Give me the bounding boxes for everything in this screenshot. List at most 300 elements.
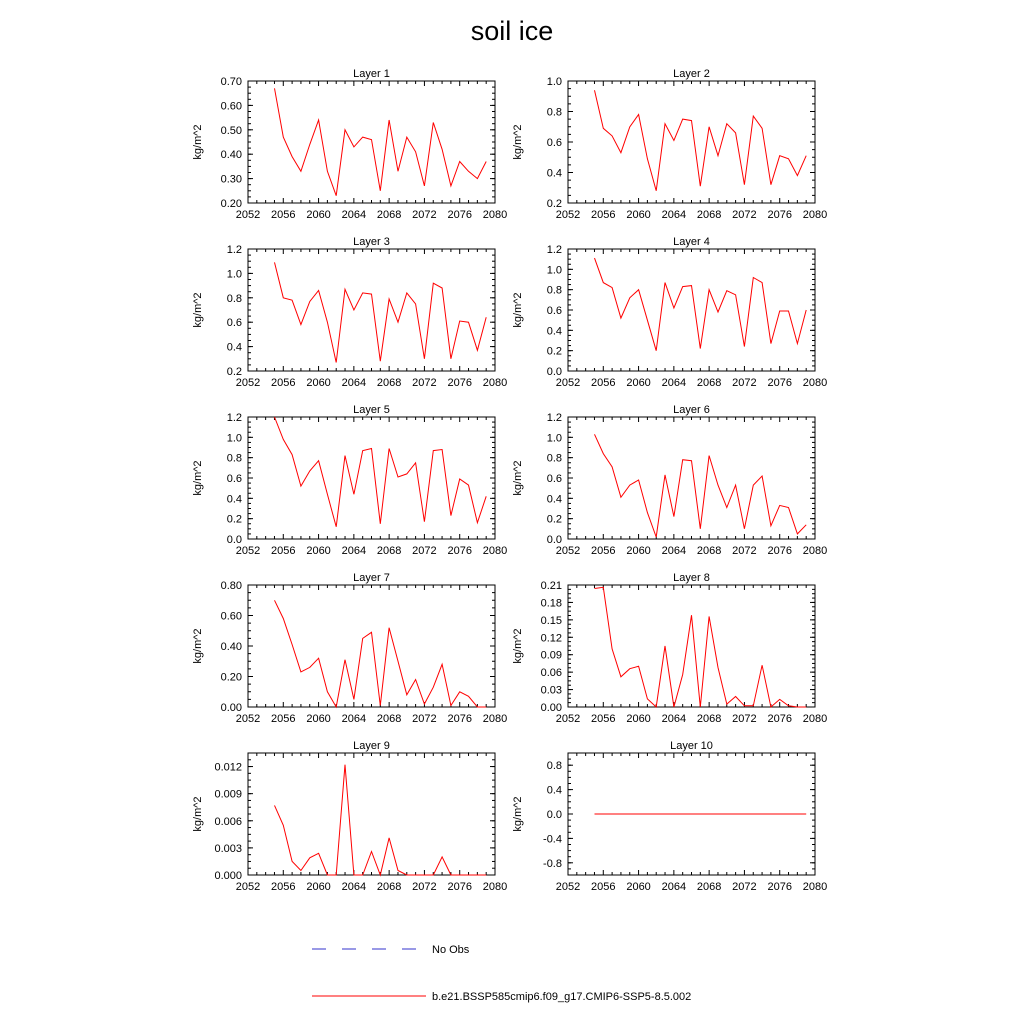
x-tick-label: 2064: [661, 881, 687, 893]
data-point: [638, 114, 639, 115]
y-tick-label: 0.8: [546, 106, 562, 119]
data-point: [673, 516, 674, 517]
y-axis-label: kg/m^2: [512, 628, 524, 664]
y-tick-label: 0.70: [220, 76, 242, 88]
chart-panel-layer-1: [192, 68, 507, 221]
data-point: [806, 309, 807, 310]
data-point: [274, 600, 275, 601]
data-point: [327, 691, 328, 692]
x-tick-label: 2060: [306, 545, 331, 557]
x-tick-label: 2072: [412, 881, 437, 893]
data-point: [327, 494, 328, 495]
x-tick-label: 2080: [802, 881, 828, 893]
data-point: [788, 310, 789, 311]
data-point: [415, 462, 416, 463]
data-point: [726, 507, 727, 508]
data-point: [788, 507, 789, 508]
data-point: [441, 664, 442, 665]
data-point: [779, 155, 780, 156]
y-tick-label: 1.0: [546, 76, 562, 88]
y-axis-label: kg/m^2: [512, 124, 524, 160]
x-tick-label: 2076: [447, 209, 472, 221]
y-tick-label: 0.6: [546, 473, 562, 485]
data-point: [441, 149, 442, 150]
x-tick-label: 2056: [271, 881, 296, 893]
x-tick-label: 2080: [802, 713, 828, 725]
data-point: [691, 460, 692, 461]
data-point: [788, 158, 789, 159]
data-point: [283, 439, 284, 440]
y-tick-label: -0.8: [543, 857, 562, 870]
data-point: [283, 825, 284, 826]
data-point: [318, 119, 319, 120]
data-point: [336, 195, 337, 196]
data-point: [389, 448, 390, 449]
data-point: [344, 455, 345, 456]
data-point: [779, 505, 780, 506]
y-tick-label: 0.00: [540, 702, 562, 714]
data-point: [779, 813, 780, 814]
y-tick-label: 0.2: [546, 345, 562, 358]
data-point: [594, 434, 595, 435]
x-tick-label: 2060: [306, 377, 331, 389]
data-point: [344, 289, 345, 290]
x-tick-label: 2064: [341, 881, 367, 893]
data-point: [336, 526, 337, 527]
x-tick-label: 2068: [376, 377, 402, 389]
legend: [312, 944, 691, 1003]
data-point: [726, 703, 727, 704]
data-point: [709, 616, 710, 617]
y-tick-label: 1.0: [546, 264, 562, 277]
data-point: [700, 348, 701, 349]
data-point: [441, 856, 442, 857]
x-tick-label: 2068: [696, 209, 722, 221]
data-point: [744, 184, 745, 185]
x-tick-label: 2076: [767, 713, 792, 725]
data-point: [397, 870, 398, 871]
panel-title: Layer 1: [353, 68, 390, 80]
x-tick-label: 2068: [376, 545, 402, 557]
data-point: [459, 874, 460, 875]
x-tick-label: 2056: [591, 881, 616, 893]
data-point: [450, 874, 451, 875]
data-point: [656, 536, 657, 537]
data-point: [700, 813, 701, 814]
data-point: [415, 679, 416, 680]
x-tick-label: 2080: [482, 881, 508, 893]
y-tick-label: 0.40: [220, 149, 242, 162]
data-point: [717, 813, 718, 814]
legend-model-label: b.e21.BSSP585cmip6.f09_g17.CMIP6-SSP5-8.5.002: [432, 991, 692, 1003]
data-point: [389, 837, 390, 838]
data-point: [477, 706, 478, 707]
chart-panel-layer-5: [192, 404, 507, 557]
data-point: [647, 158, 648, 159]
data-point: [735, 294, 736, 295]
data-point: [371, 448, 372, 449]
y-tick-label: 0.0: [546, 809, 562, 821]
data-point: [673, 307, 674, 308]
data-point: [717, 155, 718, 156]
data-point: [283, 137, 284, 138]
data-point: [424, 874, 425, 875]
data-point: [389, 119, 390, 120]
data-point: [468, 171, 469, 172]
x-tick-label: 2052: [235, 545, 261, 557]
data-point: [682, 674, 683, 675]
data-point: [744, 346, 745, 347]
data-point: [612, 466, 613, 467]
data-point: [594, 90, 595, 91]
data-point: [709, 289, 710, 290]
data-point: [735, 132, 736, 133]
data-point: [664, 813, 665, 814]
x-tick-label: 2072: [732, 545, 757, 557]
data-point: [318, 658, 319, 659]
data-point: [691, 615, 692, 616]
x-tick-label: 2052: [235, 209, 261, 221]
data-point: [629, 297, 630, 298]
y-tick-label: 1.2: [546, 244, 562, 256]
data-point: [603, 282, 604, 283]
data-point: [380, 361, 381, 362]
x-tick-label: 2080: [802, 545, 828, 557]
y-tick-label: 0.20: [220, 198, 242, 210]
data-point: [424, 358, 425, 359]
x-tick-label: 2060: [626, 209, 651, 221]
data-point: [406, 874, 407, 875]
chart-panel-layer-10: [512, 740, 827, 893]
chart-panel-layer-4: [512, 236, 827, 389]
y-tick-label: 0.09: [540, 649, 562, 662]
data-point: [620, 318, 621, 319]
data-point: [362, 874, 363, 875]
data-point: [292, 300, 293, 301]
data-point: [691, 813, 692, 814]
data-point: [638, 479, 639, 480]
data-point: [344, 659, 345, 660]
data-point: [647, 813, 648, 814]
y-tick-label: 0.18: [540, 597, 562, 610]
data-point: [450, 705, 451, 706]
data-point: [788, 705, 789, 706]
x-tick-label: 2060: [306, 209, 331, 221]
y-tick-label: 1.2: [546, 412, 562, 424]
data-point: [761, 475, 762, 476]
x-tick-label: 2068: [696, 713, 722, 725]
data-point: [274, 262, 275, 263]
x-tick-label: 2076: [447, 881, 472, 893]
data-point: [468, 322, 469, 323]
x-tick-label: 2072: [412, 209, 437, 221]
y-tick-label: 1.0: [546, 432, 562, 445]
data-point: [806, 706, 807, 707]
data-point: [744, 705, 745, 706]
data-point: [459, 691, 460, 692]
y-axis-label: kg/m^2: [512, 460, 524, 496]
x-tick-label: 2080: [482, 713, 508, 725]
x-tick-label: 2052: [235, 377, 261, 389]
series-line-model: [595, 258, 807, 351]
data-point: [603, 128, 604, 129]
y-tick-label: 0.4: [546, 167, 562, 180]
x-tick-label: 2056: [271, 209, 296, 221]
x-tick-label: 2064: [341, 377, 367, 389]
data-point: [486, 317, 487, 318]
x-tick-label: 2064: [341, 713, 367, 725]
x-tick-label: 2056: [271, 545, 296, 557]
data-point: [709, 126, 710, 127]
data-point: [797, 343, 798, 344]
x-tick-label: 2056: [271, 713, 296, 725]
x-tick-label: 2076: [767, 881, 792, 893]
data-point: [389, 627, 390, 628]
data-point: [344, 129, 345, 130]
data-point: [353, 699, 354, 700]
data-point: [700, 706, 701, 707]
y-tick-label: 0.000: [214, 870, 242, 882]
series-line-model: [275, 417, 487, 527]
x-tick-label: 2080: [482, 377, 508, 389]
data-point: [433, 874, 434, 875]
y-axis-label: kg/m^2: [192, 124, 204, 160]
x-tick-label: 2064: [661, 209, 687, 221]
data-point: [406, 473, 407, 474]
x-tick-label: 2072: [732, 377, 757, 389]
x-tick-label: 2072: [732, 881, 757, 893]
data-point: [806, 155, 807, 156]
x-tick-label: 2052: [555, 377, 581, 389]
data-point: [629, 813, 630, 814]
data-point: [629, 485, 630, 486]
y-tick-label: 1.0: [226, 268, 242, 281]
data-point: [406, 137, 407, 138]
data-point: [770, 706, 771, 707]
data-point: [806, 813, 807, 814]
y-tick-label: 0.6: [546, 137, 562, 149]
data-point: [638, 289, 639, 290]
data-point: [717, 485, 718, 486]
data-point: [362, 638, 363, 639]
data-point: [353, 309, 354, 310]
data-point: [300, 671, 301, 672]
data-point: [770, 343, 771, 344]
x-tick-label: 2076: [767, 377, 792, 389]
x-tick-label: 2056: [591, 545, 616, 557]
data-point: [300, 486, 301, 487]
data-point: [459, 478, 460, 479]
panel-title: Layer 4: [673, 236, 710, 248]
series-line-model: [275, 765, 487, 875]
data-point: [726, 123, 727, 124]
data-point: [371, 139, 372, 140]
data-point: [292, 861, 293, 862]
data-point: [656, 190, 657, 191]
data-point: [327, 874, 328, 875]
data-point: [292, 156, 293, 157]
x-tick-label: 2072: [732, 209, 757, 221]
panels-group: [192, 68, 827, 893]
data-point: [620, 497, 621, 498]
x-tick-label: 2056: [271, 377, 296, 389]
x-tick-label: 2076: [767, 209, 792, 221]
data-point: [441, 449, 442, 450]
data-point: [603, 453, 604, 454]
series-line-model: [595, 90, 807, 191]
data-point: [486, 874, 487, 875]
data-point: [486, 161, 487, 162]
y-tick-label: 0.2: [226, 366, 242, 378]
y-axis-label: kg/m^2: [192, 628, 204, 664]
data-point: [336, 706, 337, 707]
x-tick-label: 2068: [696, 377, 722, 389]
x-tick-label: 2060: [626, 713, 651, 725]
x-tick-label: 2072: [732, 713, 757, 725]
series-line-model: [275, 262, 487, 362]
y-tick-label: -0.4: [543, 833, 562, 846]
figure-title: soil ice: [470, 16, 554, 46]
data-point: [380, 190, 381, 191]
data-point: [647, 320, 648, 321]
data-point: [336, 874, 337, 875]
data-point: [620, 676, 621, 677]
y-tick-label: 0.006: [214, 815, 242, 828]
legend-obs-label: No Obs: [432, 944, 470, 956]
plot-frame: [248, 585, 495, 707]
data-point: [406, 292, 407, 293]
data-point: [612, 135, 613, 136]
data-point: [309, 667, 310, 668]
panel-title: Layer 8: [673, 572, 710, 584]
data-point: [594, 813, 595, 814]
data-point: [735, 696, 736, 697]
data-point: [477, 522, 478, 523]
data-point: [468, 874, 469, 875]
panel-title: Layer 2: [673, 68, 710, 80]
data-point: [371, 851, 372, 852]
data-point: [700, 528, 701, 529]
data-point: [673, 706, 674, 707]
panel-title: Layer 9: [353, 740, 390, 752]
data-point: [638, 813, 639, 814]
y-tick-label: 0.6: [226, 473, 242, 485]
data-point: [318, 853, 319, 854]
data-point: [647, 698, 648, 699]
data-point: [433, 687, 434, 688]
data-point: [664, 282, 665, 283]
data-point: [486, 496, 487, 497]
data-point: [415, 303, 416, 304]
y-tick-label: 1.0: [226, 432, 242, 445]
data-point: [441, 287, 442, 288]
data-point: [735, 813, 736, 814]
x-tick-label: 2080: [802, 377, 828, 389]
y-tick-label: 0.40: [220, 641, 242, 653]
data-point: [415, 151, 416, 152]
data-point: [292, 454, 293, 455]
x-tick-label: 2056: [591, 713, 616, 725]
data-point: [433, 283, 434, 284]
chart-panel-layer-3: [192, 236, 507, 389]
data-point: [424, 521, 425, 522]
y-tick-label: 0.2: [546, 198, 562, 210]
y-tick-label: 0.003: [214, 842, 242, 855]
data-point: [761, 128, 762, 129]
y-tick-label: 0.60: [220, 100, 242, 113]
data-point: [797, 533, 798, 534]
x-tick-label: 2052: [555, 545, 581, 557]
data-point: [397, 322, 398, 323]
panel-title: Layer 6: [673, 404, 710, 416]
data-point: [362, 292, 363, 293]
plot-frame: [568, 585, 815, 707]
y-axis-label: kg/m^2: [192, 460, 204, 496]
x-tick-label: 2060: [626, 881, 651, 893]
y-tick-label: 0.80: [220, 580, 242, 592]
x-tick-label: 2072: [412, 545, 437, 557]
series-line-model: [275, 600, 487, 707]
data-point: [450, 185, 451, 186]
data-point: [486, 706, 487, 707]
data-point: [318, 290, 319, 291]
x-tick-label: 2076: [447, 377, 472, 389]
data-point: [380, 874, 381, 875]
data-point: [380, 523, 381, 524]
data-point: [300, 171, 301, 172]
series-line-model: [595, 587, 807, 707]
data-point: [603, 813, 604, 814]
x-tick-label: 2076: [767, 545, 792, 557]
data-point: [353, 494, 354, 495]
data-point: [656, 706, 657, 707]
data-point: [594, 258, 595, 259]
data-point: [779, 699, 780, 700]
panel-title: Layer 10: [670, 740, 713, 752]
data-point: [664, 474, 665, 475]
data-point: [753, 813, 754, 814]
y-tick-label: 0.30: [220, 173, 242, 186]
data-point: [327, 171, 328, 172]
data-point: [682, 286, 683, 287]
y-tick-label: 0.0: [546, 534, 562, 546]
data-point: [300, 870, 301, 871]
data-point: [450, 515, 451, 516]
data-point: [292, 644, 293, 645]
data-point: [647, 512, 648, 513]
y-tick-label: 0.8: [546, 760, 562, 773]
data-point: [744, 528, 745, 529]
x-tick-label: 2080: [482, 545, 508, 557]
data-point: [468, 696, 469, 697]
data-point: [629, 126, 630, 127]
x-tick-label: 2076: [447, 545, 472, 557]
data-point: [691, 285, 692, 286]
y-tick-label: 0.2: [226, 513, 242, 526]
x-tick-label: 2068: [376, 209, 402, 221]
data-point: [770, 184, 771, 185]
data-point: [477, 874, 478, 875]
plot-frame: [248, 249, 495, 371]
x-tick-label: 2060: [626, 545, 651, 557]
data-point: [682, 813, 683, 814]
data-point: [300, 324, 301, 325]
x-tick-label: 2080: [482, 209, 508, 221]
y-tick-label: 0.8: [546, 452, 562, 465]
data-point: [797, 706, 798, 707]
y-axis-label: kg/m^2: [512, 292, 524, 328]
data-point: [612, 648, 613, 649]
